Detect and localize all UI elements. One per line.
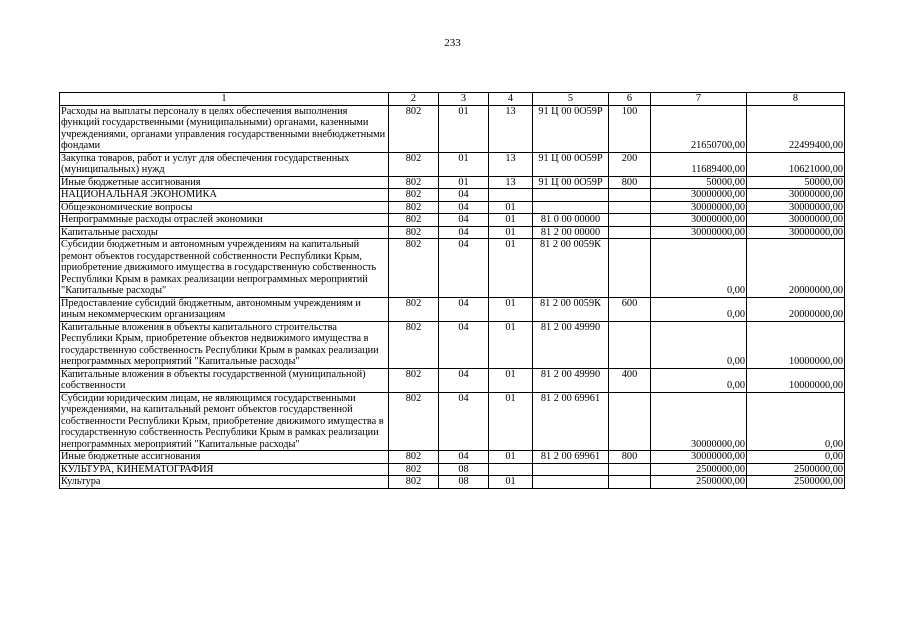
row-amount-year1-cell: 21650700,00 [651, 105, 747, 152]
row-subsection-code-cell: 01 [489, 321, 533, 368]
row-section-code-cell: 04 [439, 189, 489, 202]
table-row [60, 214, 845, 227]
row-section-code-cell: 04 [439, 321, 489, 368]
budget-table [59, 92, 845, 489]
row-subsection-code-cell: 01 [489, 476, 533, 489]
row-amount-year1-cell: 30000000,00 [651, 201, 747, 214]
row-ministry-code-cell: 802 [389, 451, 439, 464]
row-amount-year1-cell: 30000000,00 [651, 392, 747, 451]
page-number: 233 [444, 37, 461, 49]
row-ministry-code-cell: 802 [389, 392, 439, 451]
row-subsection-code-cell: 01 [489, 451, 533, 464]
column-header: 2 [389, 93, 439, 106]
row-target-code-cell: 81 2 00 49990 [533, 368, 609, 392]
row-name-cell: Иные бюджетные ассигнования [60, 176, 389, 189]
row-amount-year2-cell: 20000000,00 [747, 239, 845, 298]
row-subsection-code-cell: 13 [489, 152, 533, 176]
row-target-code-cell: 81 2 00 69961 [533, 451, 609, 464]
row-ministry-code-cell: 802 [389, 368, 439, 392]
row-target-code-cell: 91 Ц 00 0О59Р [533, 152, 609, 176]
row-section-code-cell: 08 [439, 476, 489, 489]
table-header-row [60, 93, 845, 106]
row-amount-year1-cell: 50000,00 [651, 176, 747, 189]
row-ministry-code-cell: 802 [389, 463, 439, 476]
table-row [60, 105, 845, 152]
row-target-code-cell [533, 201, 609, 214]
row-amount-year1-cell: 30000000,00 [651, 214, 747, 227]
row-expense-type-cell [609, 189, 651, 202]
row-section-code-cell: 04 [439, 214, 489, 227]
row-section-code-cell: 04 [439, 297, 489, 321]
row-expense-type-cell: 800 [609, 451, 651, 464]
row-name-cell: Общеэкономические вопросы [60, 201, 389, 214]
table-row [60, 176, 845, 189]
row-expense-type-cell [609, 392, 651, 451]
row-name-cell: НАЦИОНАЛЬНАЯ ЭКОНОМИКА [60, 189, 389, 202]
table-row [60, 476, 845, 489]
row-subsection-code-cell: 01 [489, 239, 533, 298]
row-target-code-cell: 81 2 00 0059К [533, 239, 609, 298]
row-amount-year2-cell: 20000000,00 [747, 297, 845, 321]
row-subsection-code-cell: 01 [489, 392, 533, 451]
row-expense-type-cell [609, 214, 651, 227]
row-ministry-code-cell: 802 [389, 226, 439, 239]
row-expense-type-cell [609, 201, 651, 214]
table-row [60, 239, 845, 298]
row-target-code-cell [533, 476, 609, 489]
row-amount-year2-cell: 0,00 [747, 451, 845, 464]
row-subsection-code-cell: 13 [489, 105, 533, 152]
column-header: 4 [489, 93, 533, 106]
row-target-code-cell: 81 2 00 0059К [533, 297, 609, 321]
row-name-cell: Культура [60, 476, 389, 489]
row-ministry-code-cell: 802 [389, 201, 439, 214]
row-amount-year1-cell: 2500000,00 [651, 463, 747, 476]
row-amount-year1-cell: 30000000,00 [651, 189, 747, 202]
table-row [60, 226, 845, 239]
row-name-cell: КУЛЬТУРА, КИНЕМАТОГРАФИЯ [60, 463, 389, 476]
row-amount-year2-cell: 2500000,00 [747, 463, 845, 476]
table-row [60, 451, 845, 464]
row-expense-type-cell: 400 [609, 368, 651, 392]
row-amount-year1-cell: 0,00 [651, 368, 747, 392]
row-name-cell: Капитальные вложения в объекты капитального строительства Республики Крым, приобретение объектов недвижимого имущества в государственную собственность Республики Крым в рамках реализации непрограммных мероприятий "Капитальные расходы" [60, 321, 389, 368]
row-name-cell: Предоставление субсидий бюджетным, автономным учреждениям и иным некоммерческим организациям [60, 297, 389, 321]
row-amount-year2-cell: 30000000,00 [747, 189, 845, 202]
row-subsection-code-cell: 01 [489, 226, 533, 239]
row-amount-year1-cell: 0,00 [651, 321, 747, 368]
row-subsection-code-cell: 13 [489, 176, 533, 189]
row-target-code-cell: 91 Ц 00 0О59Р [533, 176, 609, 189]
row-name-cell: Капитальные расходы [60, 226, 389, 239]
row-target-code-cell: 81 2 00 00000 [533, 226, 609, 239]
row-section-code-cell: 04 [439, 451, 489, 464]
row-section-code-cell: 01 [439, 105, 489, 152]
row-subsection-code-cell: 01 [489, 297, 533, 321]
row-amount-year2-cell: 22499400,00 [747, 105, 845, 152]
row-target-code-cell: 81 2 00 69961 [533, 392, 609, 451]
row-amount-year2-cell: 30000000,00 [747, 201, 845, 214]
column-header: 6 [609, 93, 651, 106]
column-header: 8 [747, 93, 845, 106]
row-expense-type-cell [609, 321, 651, 368]
row-amount-year1-cell: 11689400,00 [651, 152, 747, 176]
row-name-cell: Субсидии юридическим лицам, не являющимся государственными учреждениями, на капитальный ремонт объектов государственной собственности Республики Крым, приобретение движимого имущества в государственную собственность Республики Крым в рамках реализации непрограммных мероприятий "Капитальные расходы" [60, 392, 389, 451]
row-amount-year1-cell: 2500000,00 [651, 476, 747, 489]
row-amount-year2-cell: 30000000,00 [747, 226, 845, 239]
row-subsection-code-cell: 01 [489, 214, 533, 227]
row-subsection-code-cell [489, 189, 533, 202]
row-expense-type-cell [609, 226, 651, 239]
row-name-cell: Капитальные вложения в объекты государственной (муниципальной) собственности [60, 368, 389, 392]
row-target-code-cell [533, 189, 609, 202]
table-row [60, 201, 845, 214]
row-amount-year2-cell: 10621000,00 [747, 152, 845, 176]
row-expense-type-cell: 800 [609, 176, 651, 189]
row-section-code-cell: 04 [439, 368, 489, 392]
row-amount-year2-cell: 0,00 [747, 392, 845, 451]
row-amount-year1-cell: 0,00 [651, 239, 747, 298]
row-expense-type-cell: 200 [609, 152, 651, 176]
row-ministry-code-cell: 802 [389, 239, 439, 298]
column-header: 5 [533, 93, 609, 106]
row-amount-year2-cell: 2500000,00 [747, 476, 845, 489]
row-name-cell: Иные бюджетные ассигнования [60, 451, 389, 464]
row-ministry-code-cell: 802 [389, 189, 439, 202]
table-row [60, 189, 845, 202]
row-subsection-code-cell: 01 [489, 201, 533, 214]
row-subsection-code-cell: 01 [489, 368, 533, 392]
row-expense-type-cell [609, 239, 651, 298]
table-row [60, 152, 845, 176]
table-row [60, 368, 845, 392]
row-ministry-code-cell: 802 [389, 176, 439, 189]
row-amount-year2-cell: 50000,00 [747, 176, 845, 189]
column-header: 3 [439, 93, 489, 106]
row-amount-year2-cell: 10000000,00 [747, 368, 845, 392]
row-amount-year1-cell: 30000000,00 [651, 451, 747, 464]
row-target-code-cell: 81 2 00 49990 [533, 321, 609, 368]
table-row [60, 321, 845, 368]
row-section-code-cell: 08 [439, 463, 489, 476]
row-section-code-cell: 04 [439, 392, 489, 451]
row-expense-type-cell: 100 [609, 105, 651, 152]
table-row [60, 463, 845, 476]
row-ministry-code-cell: 802 [389, 214, 439, 227]
row-amount-year2-cell: 10000000,00 [747, 321, 845, 368]
row-ministry-code-cell: 802 [389, 105, 439, 152]
row-amount-year1-cell: 30000000,00 [651, 226, 747, 239]
row-expense-type-cell [609, 476, 651, 489]
row-target-code-cell: 81 0 00 00000 [533, 214, 609, 227]
column-header: 7 [651, 93, 747, 106]
row-target-code-cell: 91 Ц 00 0О59Р [533, 105, 609, 152]
row-section-code-cell: 04 [439, 226, 489, 239]
row-section-code-cell: 04 [439, 239, 489, 298]
row-section-code-cell: 04 [439, 201, 489, 214]
row-amount-year1-cell: 0,00 [651, 297, 747, 321]
row-name-cell: Закупка товаров, работ и услуг для обеспечения государственных (муниципальных) нужд [60, 152, 389, 176]
row-target-code-cell [533, 463, 609, 476]
row-expense-type-cell: 600 [609, 297, 651, 321]
column-header: 1 [60, 93, 389, 106]
table-row [60, 392, 845, 451]
row-ministry-code-cell: 802 [389, 297, 439, 321]
table-row [60, 297, 845, 321]
row-expense-type-cell [609, 463, 651, 476]
row-name-cell: Непрограммные расходы отраслей экономики [60, 214, 389, 227]
row-subsection-code-cell [489, 463, 533, 476]
row-section-code-cell: 01 [439, 176, 489, 189]
row-ministry-code-cell: 802 [389, 476, 439, 489]
row-section-code-cell: 01 [439, 152, 489, 176]
row-name-cell: Субсидии бюджетным и автономным учреждениям на капитальный ремонт объектов государственной собственности Республики Крым, приобретение движимого имущества в государственную собственность Республики Крым в рамках реализации непрограммных мероприятий "Капитальные расходы" [60, 239, 389, 298]
row-ministry-code-cell: 802 [389, 152, 439, 176]
row-ministry-code-cell: 802 [389, 321, 439, 368]
row-amount-year2-cell: 30000000,00 [747, 214, 845, 227]
row-name-cell: Расходы на выплаты персоналу в целях обеспечения выполнения функций государственными (муниципальными) органами, казенными учреждениями, органами управления государственными внебюджетными фондами [60, 105, 389, 152]
